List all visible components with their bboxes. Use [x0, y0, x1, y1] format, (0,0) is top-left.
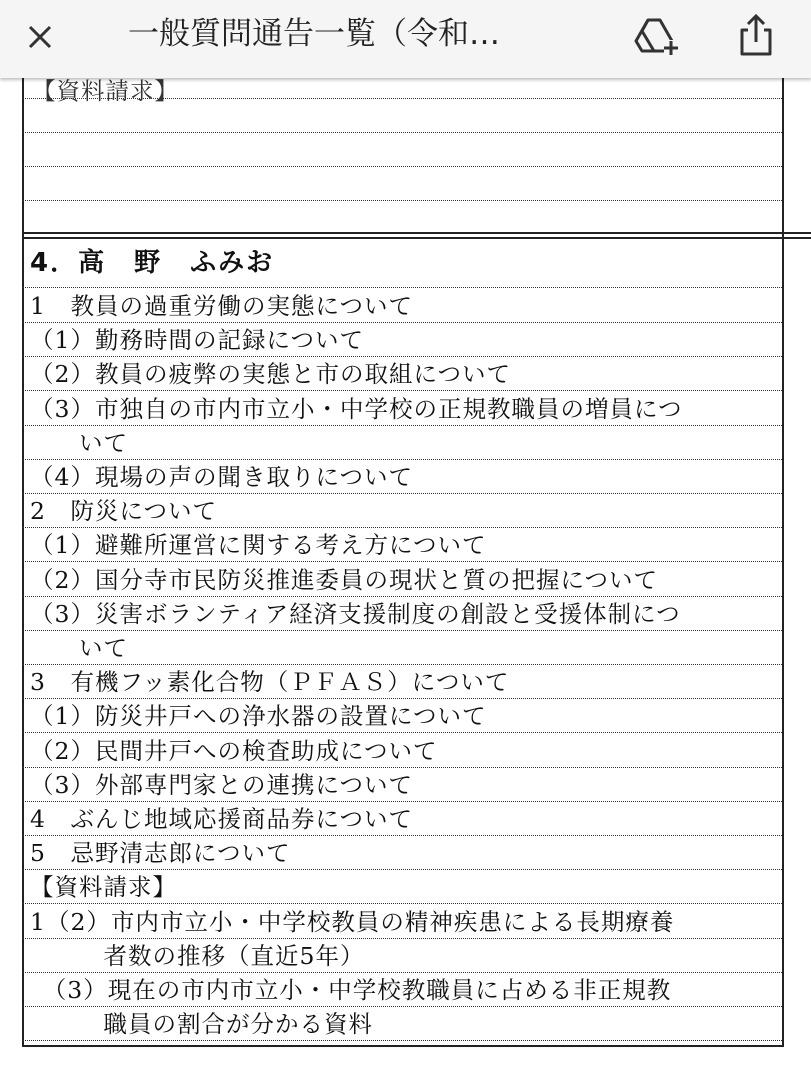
list-item: （2）国分寺市民防災推進委員の現状と質の把握について: [30, 566, 658, 594]
share-button[interactable]: [734, 12, 778, 60]
separator: [22, 903, 782, 904]
list-item: 2 防災について: [30, 497, 217, 525]
list-item: （1）勤務時間の記録について: [30, 326, 364, 354]
list-item: 【資料請求】: [30, 873, 177, 901]
list-item: （3）災害ボランティア経済支援制度の創設と受援体制につ: [30, 600, 681, 628]
separator: [22, 98, 782, 99]
add-to-drive-button[interactable]: [632, 14, 680, 58]
table-right-border: [782, 78, 784, 1047]
list-item: （3）外部専門家との連携について: [30, 771, 413, 799]
list-item: いて: [30, 429, 128, 457]
separator: [22, 287, 782, 288]
separator: [22, 200, 782, 201]
list-item: （1）避難所運営に関する考え方について: [30, 531, 487, 559]
table-bottom-border: [22, 1045, 784, 1047]
close-icon: [20, 17, 60, 57]
previous-section-label: 【資料請求】: [32, 78, 179, 105]
list-item: 4 ぶんじ地域応援商品券について: [30, 805, 413, 833]
list-item: （2）教員の疲弊の実態と市の取組について: [30, 360, 511, 388]
section-separator: [22, 232, 811, 234]
list-item: 1（2）市内市立小・中学校教員の精神疾患による長期療養: [30, 908, 675, 936]
list-item: 者数の推移（直近5年）: [30, 942, 365, 970]
add-to-drive-icon: [632, 14, 680, 58]
list-item: 1 教員の過重労働の実態について: [30, 292, 413, 320]
list-item: （3）現在の市内市立小・中学校教職員に占める非正規教: [30, 976, 672, 1004]
section-heading: 4．高 野 ふみお: [30, 248, 275, 278]
share-icon: [734, 12, 778, 60]
separator: [22, 132, 782, 133]
list-item: （1）防災井戸への浄水器の設置について: [30, 702, 487, 730]
document-title: 一般質問通告一覧（令和…: [128, 16, 500, 52]
document-page[interactable]: [0, 78, 811, 1069]
list-item: （4）現場の声の聞き取りについて: [30, 463, 413, 491]
list-item: いて: [30, 634, 128, 662]
list-item: 職員の割合が分かる資料: [30, 1010, 373, 1038]
list-item: 3 有機フッ素化合物（ＰＦＡＳ）について: [30, 668, 510, 696]
section-separator: [22, 237, 811, 239]
list-item: （2）民間井戸への検査助成について: [30, 737, 438, 765]
table-left-border: [22, 78, 24, 1047]
list-item: 5 忌野清志郎について: [30, 839, 291, 867]
list-item: （3）市独自の市内市立小・中学校の正規教職員の増員につ: [30, 395, 683, 423]
app-header: [0, 0, 811, 78]
separator: [22, 561, 782, 562]
separator: [22, 390, 782, 391]
close-button[interactable]: [20, 17, 60, 57]
separator: [22, 166, 782, 167]
separator: [22, 1040, 782, 1041]
separator: [22, 732, 782, 733]
